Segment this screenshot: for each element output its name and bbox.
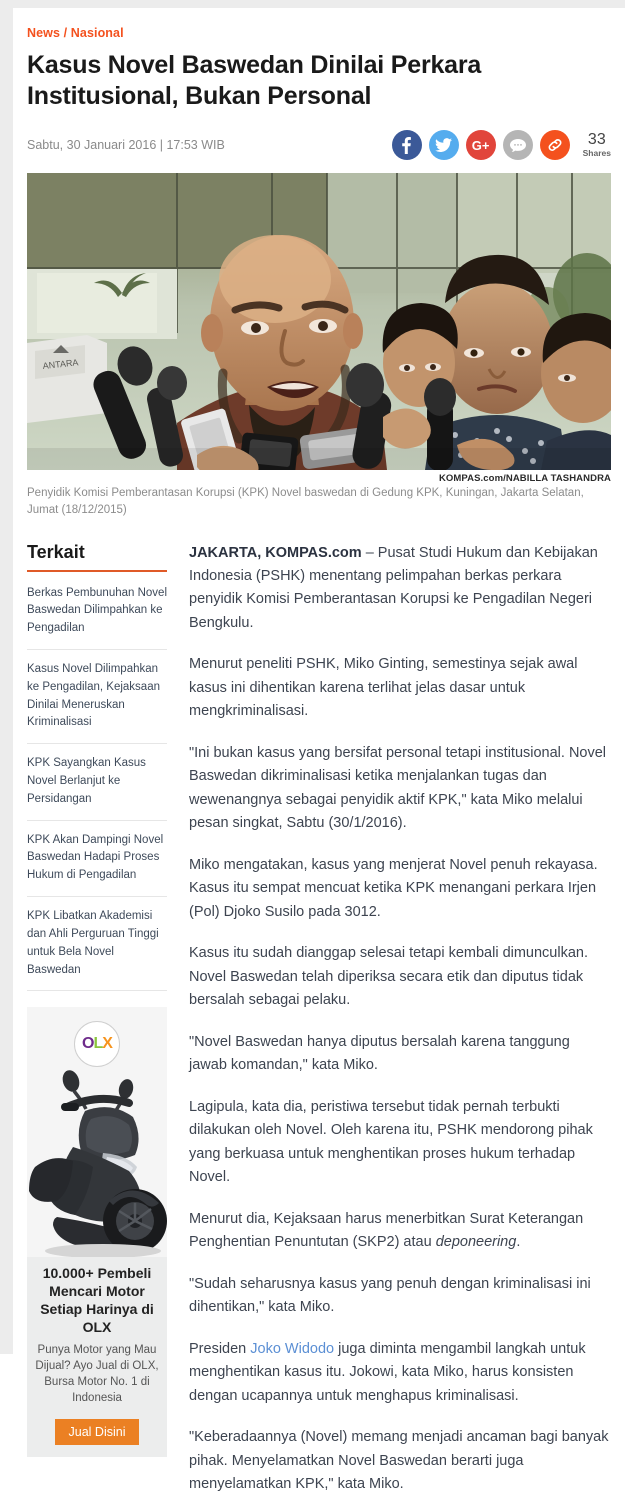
- olx-logo-x: X: [102, 1035, 112, 1053]
- joko-widodo-link[interactable]: Joko Widodo: [250, 1341, 334, 1357]
- paragraph-text: juga diminta mengambil langkah untuk menghentikan kasus itu. Jokowi, kata Miko, harus konsisten dengan ucapannya untuk menghapus kriminalisasi.: [189, 1341, 586, 1404]
- comment-icon: [510, 139, 526, 152]
- twitter-icon: [435, 138, 452, 152]
- article-lead-source: JAKARTA, KOMPAS.com: [189, 545, 362, 561]
- link-icon: [547, 137, 563, 153]
- list-item[interactable]: KPK Sayangkan Kasus Novel Berlanjut ke Persidangan: [27, 744, 167, 820]
- list-item[interactable]: KPK Akan Dampingi Novel Baswedan Hadapi Proses Hukum di Pengadilan: [27, 821, 167, 897]
- ad-subtext: Punya Motor yang Mau Dijual? Ayo Jual di OLX, Bursa Motor No. 1 di Indonesia: [33, 1343, 161, 1406]
- ad-headline: 10.000+ Pembeli Mencari Motor Setiap Harinya di OLX: [33, 1265, 161, 1337]
- olx-logo-o: O: [82, 1035, 93, 1053]
- paragraph: "Sudah seharusnya kasus yang penuh dengan kriminalisasi ini dihentikan," kata Miko.: [189, 1273, 611, 1320]
- page-title: Kasus Novel Baswedan Dinilai Perkara Institusional, Bukan Personal: [27, 50, 567, 111]
- twitter-share-button[interactable]: [429, 130, 459, 160]
- ad-cta-button[interactable]: Jual Disini: [55, 1419, 140, 1445]
- paragraph: Kasus itu sudah dianggap selesai tetapi kembali dimunculkan. Novel Baswedan telah diperiksa secara etik dan diputus tidak bersalah sebagai pelaku.: [189, 942, 611, 1012]
- related-heading: Terkait: [27, 542, 167, 563]
- top-gray-strip: [0, 0, 625, 8]
- sidebar: [27, 542, 167, 1496]
- photo-caption: Penyidik Komisi Pemberantasan Korupsi (KPK) Novel baswedan di Gedung KPK, Kuningan, Jakarta Selatan, Jumat (18/12/2015): [27, 485, 611, 520]
- left-gray-strip: [0, 0, 13, 1354]
- list-item[interactable]: Kasus Novel Dilimpahkan ke Pengadilan, Kejaksaan Dinilai Meneruskan Kriminalisasi: [27, 650, 167, 744]
- facebook-share-button[interactable]: [392, 130, 422, 160]
- paragraph-text: .: [516, 1234, 520, 1250]
- share-count: [583, 132, 611, 158]
- paragraph-text: – Pusat Studi Hukum dan Kebijakan Indonesia (PSHK) menentang pelimpahan berkas perkara penyidik Komisi Pemberantasan Korupsi ke Pengadilan Negeri Bengkulu.: [189, 545, 598, 631]
- svg-text:ANTARA: ANTARA: [42, 357, 79, 371]
- paragraph-text: Presiden: [189, 1341, 250, 1357]
- press-conference-photo: [27, 173, 611, 470]
- paragraph: Miko mengatakan, kasus yang menjerat Novel penuh rekayasa. Kasus itu sempat mencuat ketika KPK menangani perkara Irjen (Pol) Djoko Susilo pada 3012.: [189, 854, 611, 924]
- ad-image[interactable]: [27, 1007, 167, 1257]
- foreign-term: deponeering: [436, 1234, 517, 1250]
- breadcrumb[interactable]: News / Nasional: [27, 26, 611, 40]
- paragraph: Menurut peneliti PSHK, Miko Ginting, semestinya sejak awal kasus ini dihentikan karena terlihat jelas dasar untuk mengkriminalisasi.: [189, 653, 611, 723]
- paragraph-text: Menurut dia, Kejaksaan harus menerbitkan Surat Keterangan Penghentian Penuntutan (SKP2) atau: [189, 1211, 583, 1250]
- google-plus-icon: G+: [472, 138, 490, 153]
- advertisement[interactable]: [27, 1007, 167, 1457]
- google-plus-share-button[interactable]: [466, 130, 496, 160]
- paragraph: [189, 1208, 611, 1255]
- paragraph: [189, 1338, 611, 1408]
- paragraph: "Keberadaannya (Novel) memang menjadi ancaman bagi banyak pihak. Menyelamatkan Novel Baswedan berarti juga menyelamatkan KPK," kata Miko.: [189, 1426, 611, 1496]
- paragraph: Lagipula, kata dia, peristiwa tersebut tidak pernah terbukti dilakukan oleh Novel. Oleh karena itu, PSHK mendorong pihak yang berkuasa untuk menghentikan proses hukum terhadap Novel.: [189, 1096, 611, 1190]
- copy-link-button[interactable]: [540, 130, 570, 160]
- article-body: [189, 542, 611, 1496]
- article-photo-block: [27, 173, 611, 520]
- list-item[interactable]: Berkas Pembunuhan Novel Baswedan Dilimpahkan ke Pengadilan: [27, 574, 167, 650]
- publish-date: Sabtu, 30 Januari 2016 | 17:53 WIB: [27, 138, 225, 152]
- body-columns: [27, 542, 611, 1496]
- meta-row: [27, 127, 611, 163]
- comment-button[interactable]: [503, 130, 533, 160]
- photo-credit: KOMPAS.com/NABILLA TASHANDRA: [27, 473, 611, 484]
- paragraph: "Ini bukan kasus yang bersifat personal tetapi institusional. Novel Baswedan dikriminalisasi ketika menjalankan tugas dan wewenangnya sebagai penyidik aktif KPK," kata Miko melalui pesan singkat, Sabtu (30/1/2016).: [189, 742, 611, 836]
- olx-logo-l: L: [94, 1035, 103, 1053]
- olx-logo: [74, 1021, 120, 1067]
- article-photo: [27, 173, 611, 470]
- ad-text: [27, 1257, 167, 1457]
- paragraph: "Novel Baswedan hanya diputus bersalah karena tanggung jawab komandan," kata Miko.: [189, 1031, 611, 1078]
- list-item[interactable]: KPK Libatkan Akademisi dan Ahli Perguruan Tinggi untuk Bela Novel Baswedan: [27, 897, 167, 991]
- share-count-number: 33: [583, 132, 611, 149]
- related-underline: [27, 570, 167, 572]
- paragraph: [189, 542, 611, 636]
- article-page: [13, 8, 625, 1354]
- share-count-label: Shares: [583, 149, 611, 158]
- facebook-icon: [402, 137, 411, 154]
- share-bar: [392, 130, 611, 160]
